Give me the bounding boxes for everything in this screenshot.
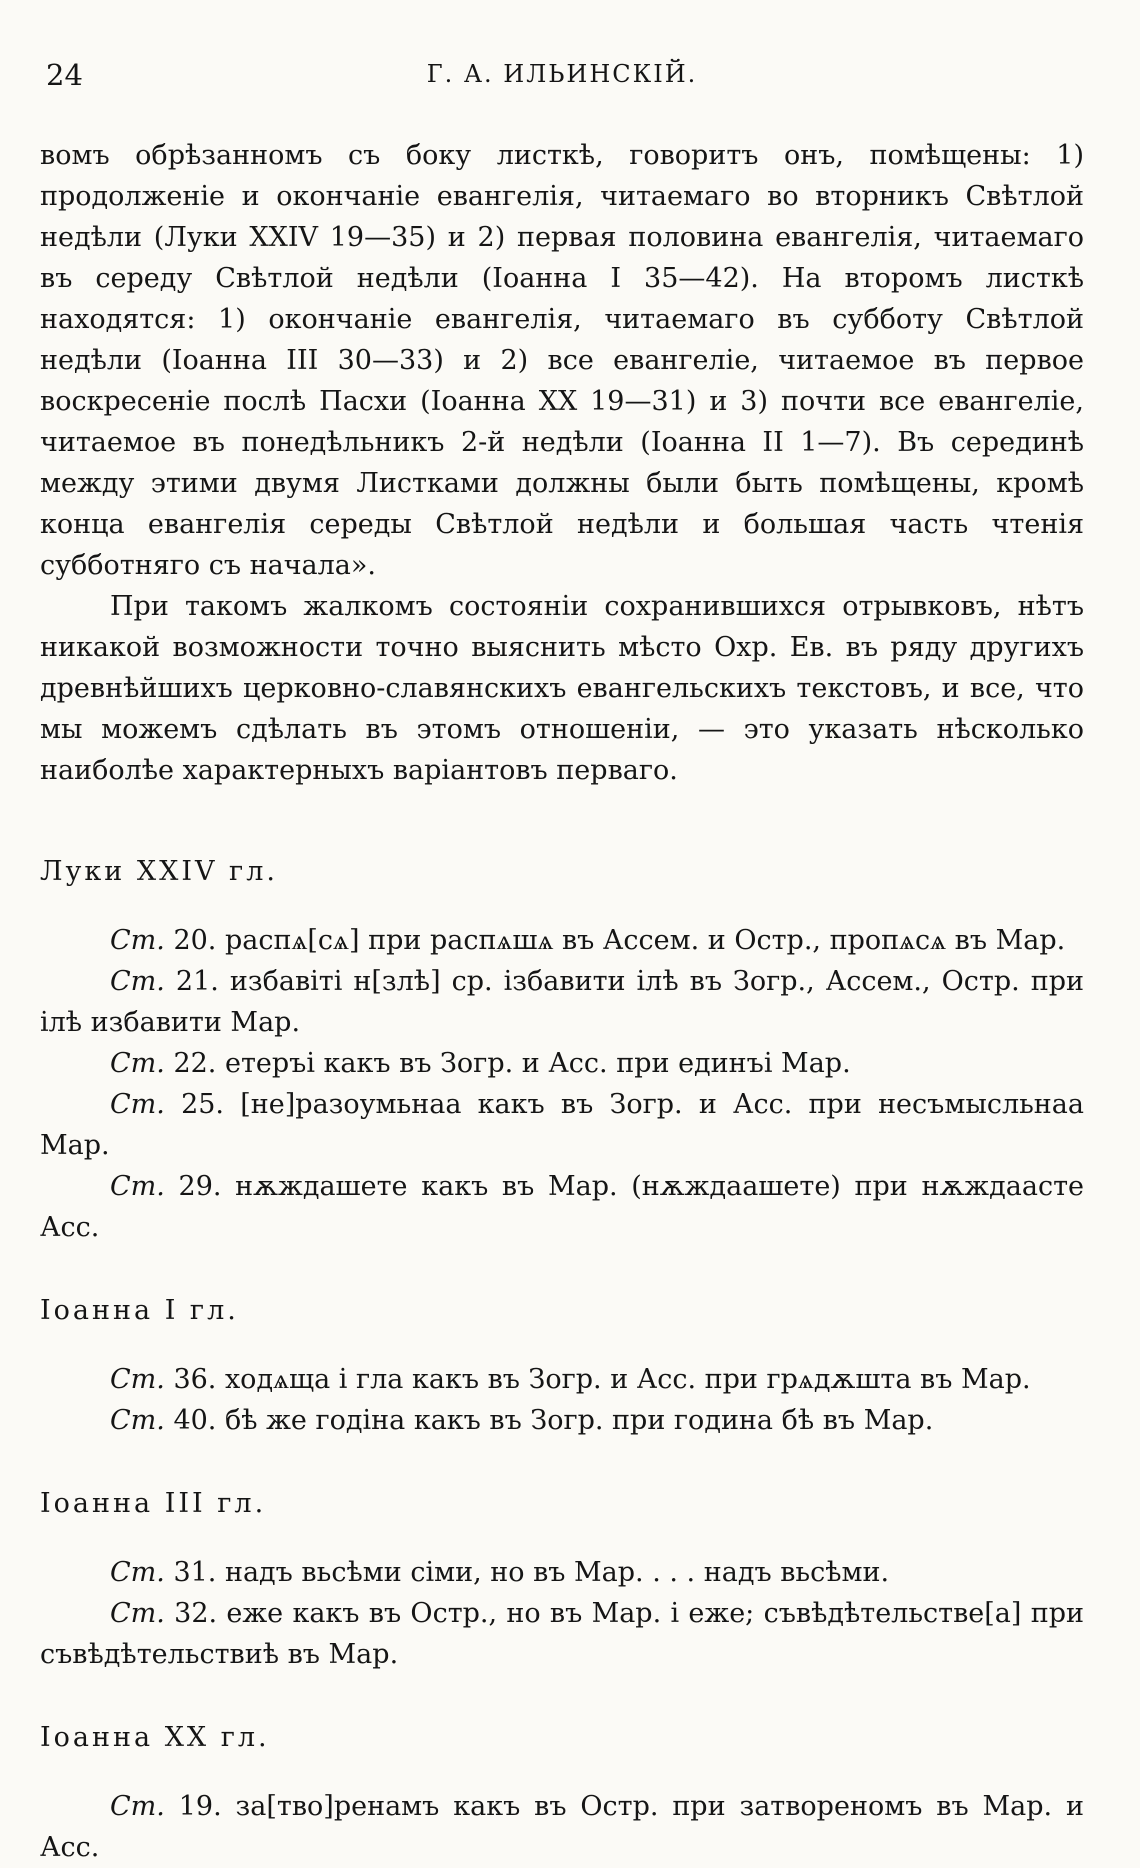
verse-abbrev: Ст. [110, 1405, 165, 1436]
verse-abbrev: Ст. [110, 925, 165, 956]
section-heading-john-3: Іоанна III гл. [40, 1488, 267, 1519]
variant-text: 32. еже какъ въ Остр., но въ Мар. і еже; съвѣдѣтельстве[а] при съвѣдѣтельствиѣ въ Мар. [40, 1598, 1084, 1670]
variant-entry [40, 920, 1084, 961]
variant-text: 21. избавітi н[злѣ] ср. ізбавити ілѣ въ Зогр., Ассем., Остр. при ілѣ избавити Мар. [40, 966, 1084, 1038]
variant-text: 36. ходѧща і гла какъ въ Зогр. и Асс. при грѧдѫшта въ Мар. [173, 1364, 1031, 1395]
variant-entry [40, 1786, 1084, 1868]
variant-entry [40, 1552, 1084, 1593]
variant-text: 29. нѫждашете какъ въ Мар. (нѫждаашете) при нѫждаасте Асс. [40, 1171, 1084, 1243]
variant-entry [40, 1359, 1084, 1400]
verse-abbrev: Ст. [110, 1089, 165, 1120]
verse-abbrev: Ст. [110, 1557, 165, 1588]
variant-text: 22. етеръі какъ въ Зогр. и Асс. при единъі Мар. [173, 1048, 851, 1079]
section-heading-john-1: Іоанна I гл. [40, 1295, 239, 1326]
section-heading-luke-24: Луки XXIV гл. [40, 856, 278, 887]
page-header [40, 58, 1084, 98]
verse-abbrev: Ст. [110, 1171, 165, 1202]
page-body [40, 135, 1084, 1868]
variant-entry [40, 1593, 1084, 1675]
variant-text: 25. [не]разоумьнаа какъ въ Зогр. и Асс. при несъмысльнаа Мар. [40, 1089, 1084, 1161]
verse-abbrev: Ст. [110, 1048, 165, 1079]
paragraph-main: При такомъ жалкомъ состояніи сохранившихся отрывковъ, нѣтъ никакой возможности точно выяснить мѣсто Охр. Ев. въ ряду другихъ древнѣйшихъ церковно-славянскихъ евангельскихъ текстовъ, и все, что мы можемъ сдѣлать въ этомъ отношеніи, — это указать нѣсколько наиболѣе характерныхъ варіантовъ перваго. [40, 591, 1084, 786]
verse-abbrev: Ст. [110, 1598, 165, 1629]
paragraph-continued: вомъ обрѣзанномъ съ боку листкѣ, говоритъ онъ, помѣщены: 1) продолженіе и окончаніе евангелія, читаемаго во вторникъ Свѣтлой недѣли (Луки XXIV 19—35) и 2) первая половина евангелія, читаемаго въ середу Свѣтлой недѣли (Іоанна I 35—42). На второмъ листкѣ находятся: 1) окончаніе евангелія, читаемаго въ субботу Свѣтлой недѣли (Іоанна III 30—33) и 2) все евангеліе, читаемое въ первое воскресеніе послѣ Пасхи (Іоанна XX 19—31) и 3) почти все евангеліе, читаемое въ понедѣльникъ 2-й недѣли (Іоанна II 1—7). Въ серединѣ между этими двумя Листками должны были быть помѣщены, кромѣ конца евангелія середы Свѣтлой недѣли и большая часть чтенія субботняго съ начала». [40, 140, 1084, 581]
page-number: 24 [46, 58, 83, 92]
variant-text: 20. распѧ[сѧ] при распѧшѧ въ Ассем. и Остр., пропѧсѧ въ Мар. [173, 925, 1066, 956]
variant-entry [40, 1084, 1084, 1166]
variant-entry [40, 1043, 1084, 1084]
variant-entry [40, 1400, 1084, 1441]
variant-text: 31. надъ вьсѣми сіми, но въ Мар. . . . надъ вьсѣми. [173, 1557, 890, 1588]
verse-abbrev: Ст. [110, 1791, 165, 1822]
verse-abbrev: Ст. [110, 966, 165, 997]
verse-abbrev: Ст. [110, 1364, 165, 1395]
variant-entry [40, 1166, 1084, 1248]
variant-text: 40. бѣ же годіна какъ въ Зогр. при година бѣ въ Мар. [173, 1405, 934, 1436]
variant-text: 19. за[тво]ренамъ какъ въ Остр. при затворенoмъ въ Мар. и Асс. [40, 1791, 1084, 1863]
running-title: Г. А. ИЛЬИНСКІЙ. [426, 60, 698, 88]
variant-entry [40, 961, 1084, 1043]
section-heading-john-20: Іоанна XX гл. [40, 1722, 270, 1753]
